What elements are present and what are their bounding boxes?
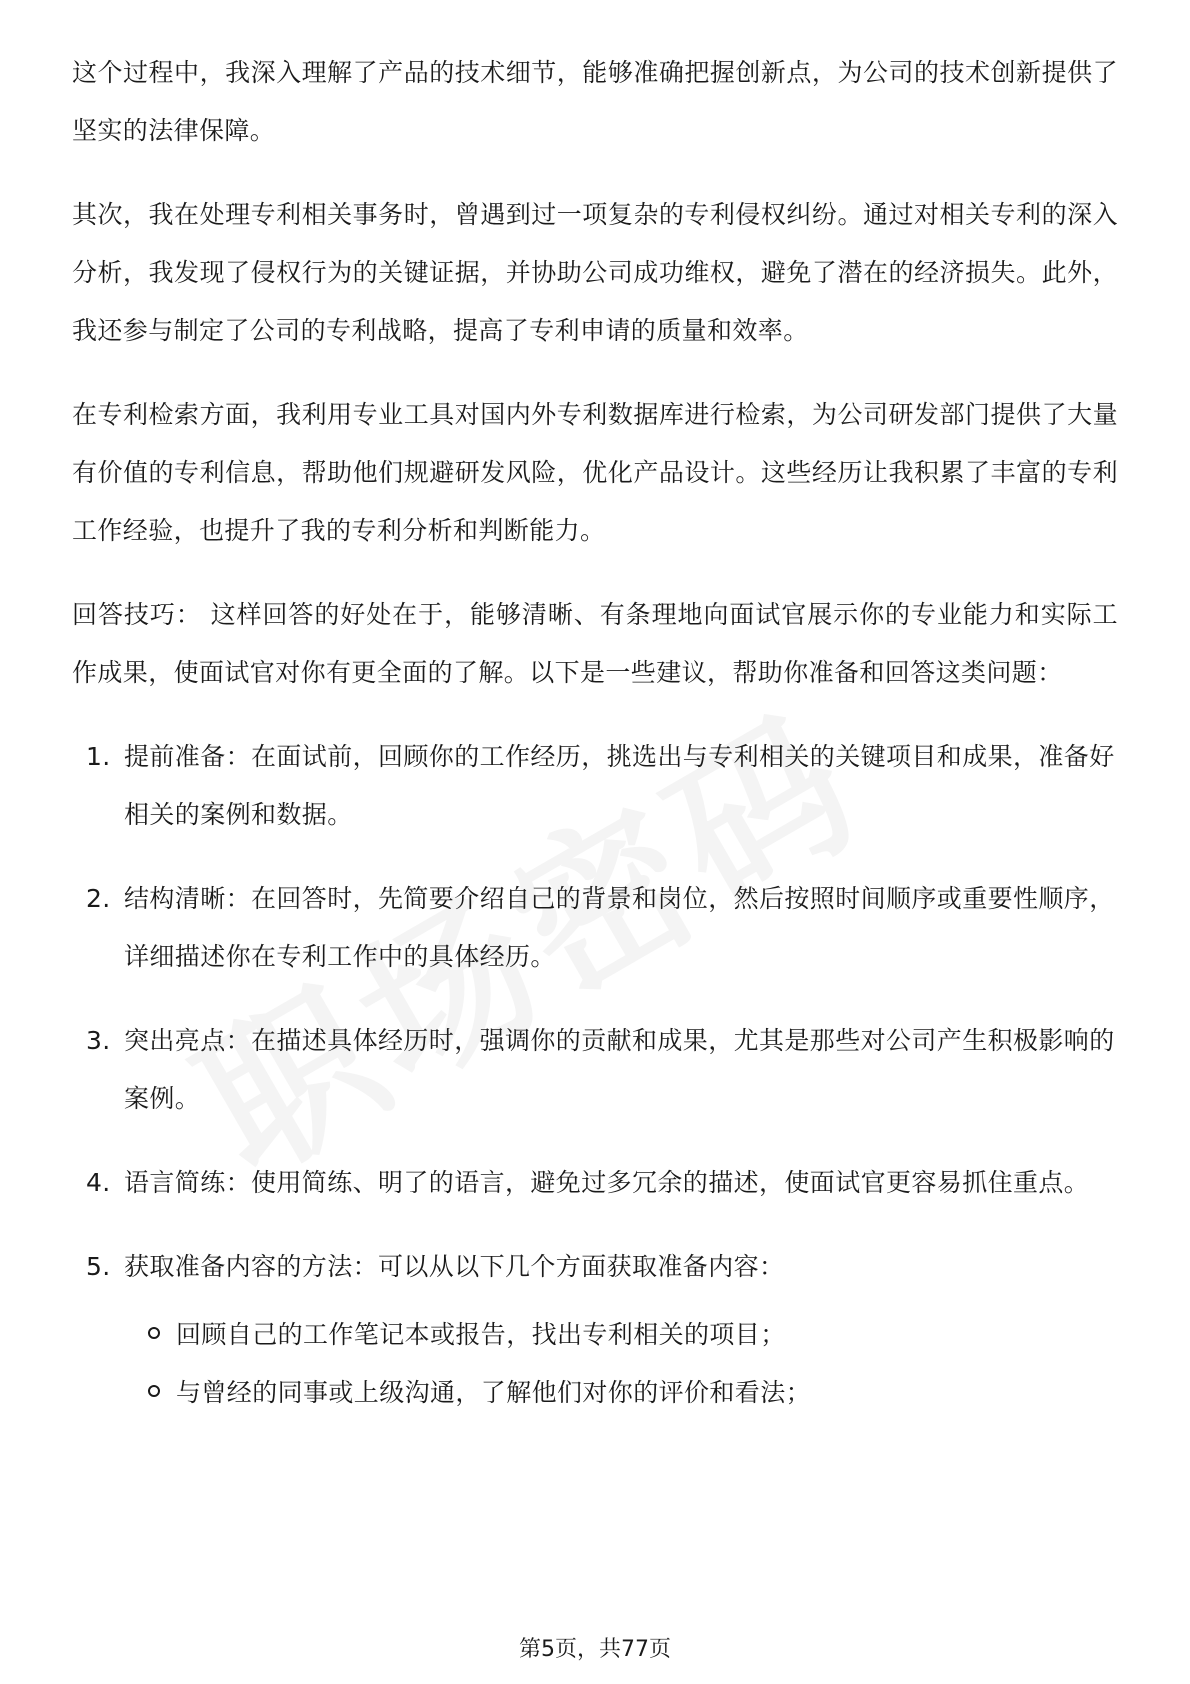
- paragraph: 其次，我在处理专利相关事务时，曾遇到过一项复杂的专利侵权纠纷。通过对相关专利的深入分析，我发现了侵权行为的关键证据，并协助公司成功维权，避免了潜在的经济损失。此外，我还参与制定了公司的专利战略，提高了专利申请的质量和效率。: [72, 200, 1118, 345]
- list-number: 5.: [86, 1252, 111, 1281]
- sub-list: [72, 1306, 1118, 1422]
- list-item: [72, 1154, 1118, 1212]
- sub-list-item: [148, 1364, 1118, 1422]
- hollow-circle-bullet-icon: [148, 1385, 160, 1397]
- list-item-text: 语言简练：使用简练、明了的语言，避免过多冗余的描述，使面试官更容易抓住重点。: [124, 1168, 1090, 1197]
- list-item: [72, 728, 1118, 844]
- list-item-text: 提前准备：在面试前，回顾你的工作经历，挑选出与专利相关的关键项目和成果，准备好相关的案例和数据。: [124, 742, 1115, 829]
- tips-list: [72, 728, 1118, 1296]
- list-item: [72, 1012, 1118, 1128]
- paragraph: 在专利检索方面，我利用专业工具对国内外专利数据库进行检索，为公司研发部门提供了大量有价值的专利信息，帮助他们规避研发风险，优化产品设计。这些经历让我积累了丰富的专利工作经验，也提升了我的专利分析和判断能力。: [72, 400, 1118, 545]
- page-number: 第5页，共77页: [519, 1637, 671, 1662]
- list-number: 1.: [86, 742, 111, 771]
- list-item: [72, 870, 1118, 986]
- list-item: [72, 1238, 1118, 1296]
- document-body: [72, 44, 1118, 1422]
- list-number: 4.: [86, 1168, 111, 1197]
- sub-list-item-text: 与曾经的同事或上级沟通，了解他们对你的评价和看法；: [176, 1378, 812, 1407]
- list-item-text: 获取准备内容的方法：可以从以下几个方面获取准备内容：: [124, 1252, 785, 1281]
- list-number: 2.: [86, 884, 111, 913]
- paragraph: 这个过程中，我深入理解了产品的技术细节，能够准确把握创新点，为公司的技术创新提供了坚实的法律保障。: [72, 58, 1118, 145]
- sub-list-item-text: 回顾自己的工作笔记本或报告，找出专利相关的项目；: [176, 1320, 786, 1349]
- list-item-text: 突出亮点：在描述具体经历时，强调你的贡献和成果，尤其是那些对公司产生积极影响的案例。: [124, 1026, 1115, 1113]
- hollow-circle-bullet-icon: [148, 1327, 160, 1339]
- list-number: 3.: [86, 1026, 111, 1055]
- list-item-text: 结构清晰：在回答时，先简要介绍自己的背景和岗位，然后按照时间顺序或重要性顺序，详细描述你在专利工作中的具体经历。: [124, 884, 1115, 971]
- sub-list-item: [148, 1306, 1118, 1364]
- paragraph: 回答技巧： 这样回答的好处在于，能够清晰、有条理地向面试官展示你的专业能力和实际工作成果，使面试官对你有更全面的了解。以下是一些建议，帮助你准备和回答这类问题：: [72, 600, 1118, 687]
